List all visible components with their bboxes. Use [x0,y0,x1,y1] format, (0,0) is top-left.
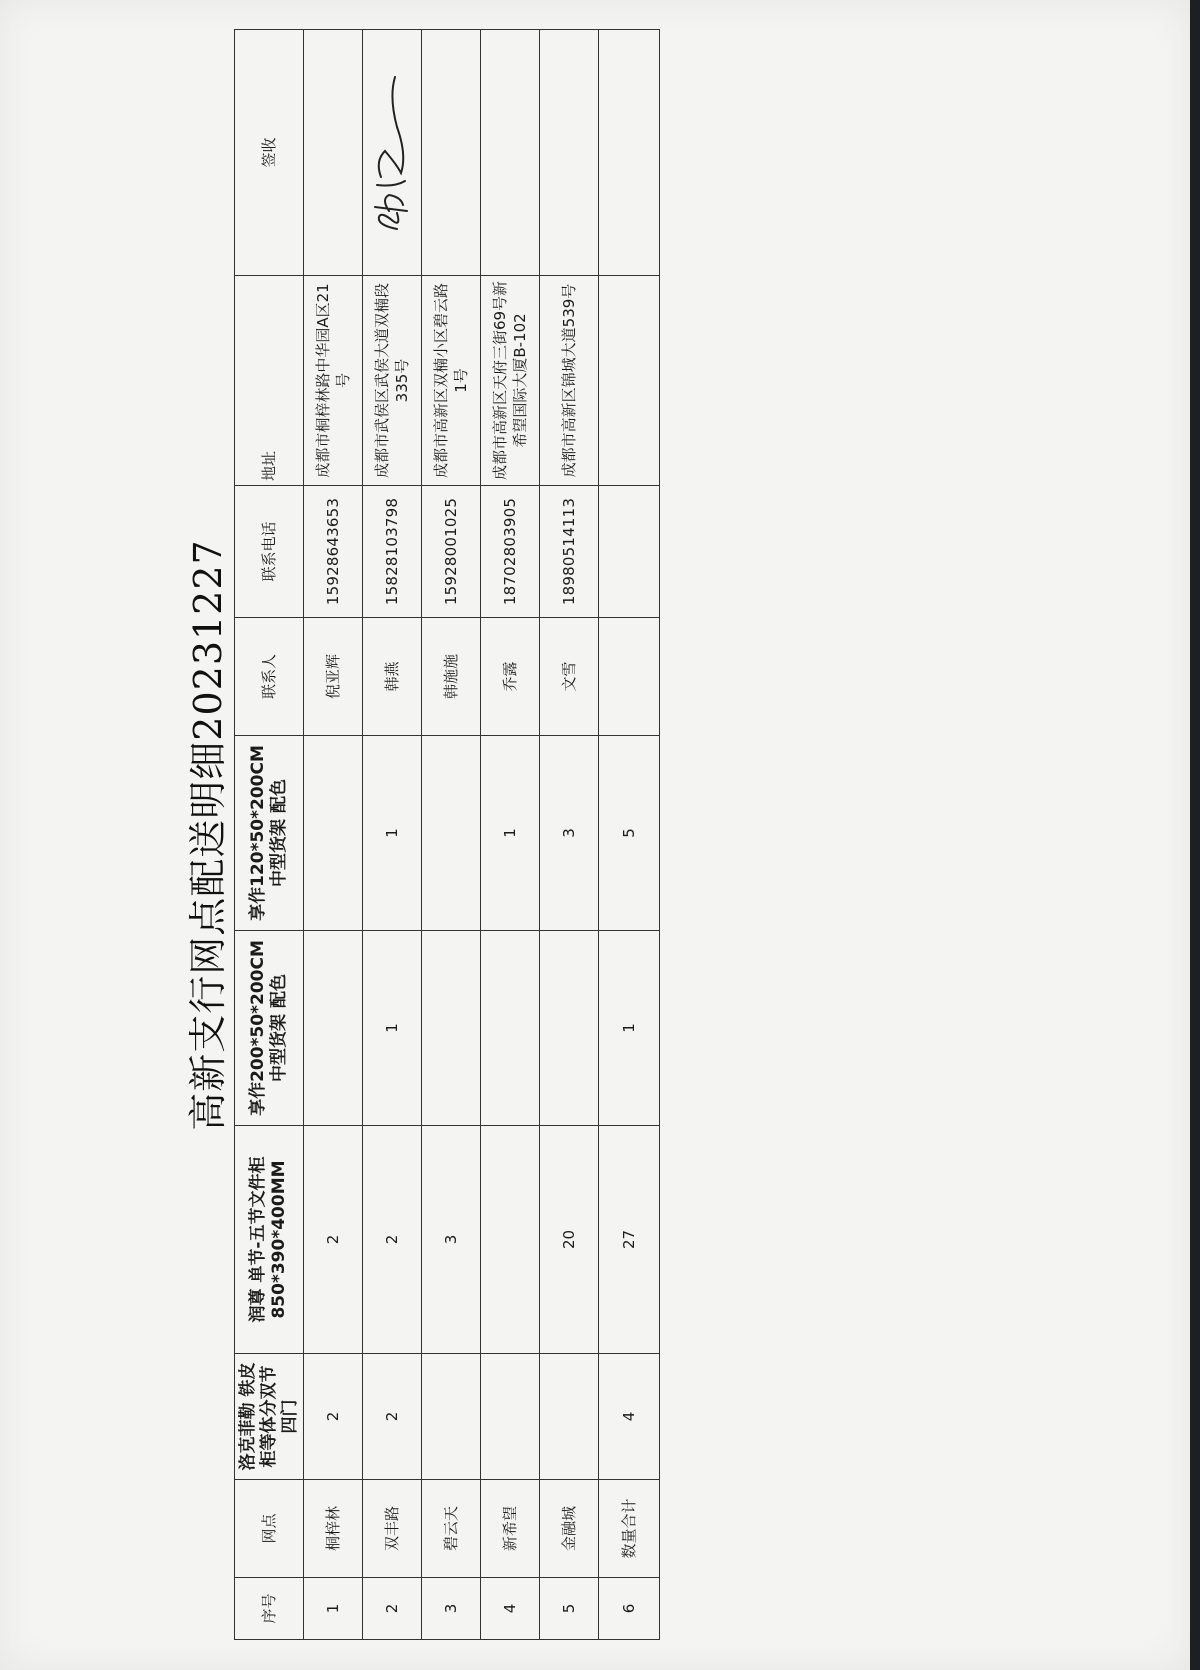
cell-sign [304,30,363,276]
cell-shelf-120: 5 [599,736,660,931]
rotated-document [180,30,650,1640]
cell-file-cabinet: 2 [363,1126,422,1354]
cell-sign [481,30,540,276]
cell-contact [599,618,660,736]
delivery-table [234,29,660,1640]
cell-shelf-200 [481,931,540,1126]
cell-shelf-120: 3 [540,736,599,931]
table-row [422,30,481,1640]
handwritten-signature [367,58,417,248]
total-row [599,30,660,1640]
header-shelf-120: 享作120*50*200CM 中型货架 配色 [235,736,304,931]
cell-phone: 15928001025 [422,486,481,618]
cell-branch: 碧云天 [422,1480,481,1578]
cell-cabinet [422,1354,481,1480]
cell-shelf-120: 1 [481,736,540,931]
cell-file-cabinet: 27 [599,1126,660,1354]
cell-branch: 新希望 [481,1480,540,1578]
cell-file-cabinet: 2 [304,1126,363,1354]
cell-address: 成都市武侯区武侯大道双楠段335号 [363,276,422,486]
cell-address: 成都市高新区天府三街69号新希望国际大厦B-102 [481,276,540,486]
header-file-cabinet: 润尊 单节-五节文件柜 850*390*400MM [235,1126,304,1354]
cell-sign [363,30,422,276]
header-address: 地址 [235,276,304,486]
cell-seq: 2 [363,1578,422,1640]
document-title: 高新支行网点配送明细20231227 [186,539,230,1131]
cell-branch: 金融城 [540,1480,599,1578]
cell-cabinet [481,1354,540,1480]
cell-contact: 倪亚辉 [304,618,363,736]
header-cabinet: 洛克菲勒 铁皮柜等体分双节四门 [235,1354,304,1480]
cell-contact: 乔露 [481,618,540,736]
cell-cabinet [540,1354,599,1480]
cell-contact: 韩燕 [363,618,422,736]
cell-phone: 18702803905 [481,486,540,618]
cell-file-cabinet: 20 [540,1126,599,1354]
cell-cabinet: 2 [304,1354,363,1480]
cell-shelf-200 [540,931,599,1126]
table-row [481,30,540,1640]
header-shelf-200: 享作200*50*200CM 中型货架 配色 [235,931,304,1126]
cell-file-cabinet: 3 [422,1126,481,1354]
cell-cabinet: 2 [363,1354,422,1480]
table-row [363,30,422,1640]
cell-address: 成都市桐梓林路中华园A区21号 [304,276,363,486]
cell-address: 成都市高新区双楠小区碧云路1号 [422,276,481,486]
cell-phone: 18980514113 [540,486,599,618]
cell-shelf-120 [422,736,481,931]
cell-sign [540,30,599,276]
header-branch: 网点 [235,1480,304,1578]
cell-seq: 1 [304,1578,363,1640]
cell-address [599,276,660,486]
cell-contact: 韩施施 [422,618,481,736]
table-row [540,30,599,1640]
cell-shelf-200: 1 [599,931,660,1126]
cell-branch: 桐梓林 [304,1480,363,1578]
cell-phone: 15828103798 [363,486,422,618]
cell-phone [599,486,660,618]
header-seq: 序号 [235,1578,304,1640]
cell-file-cabinet [481,1126,540,1354]
header-row [235,30,304,1640]
cell-seq: 5 [540,1578,599,1640]
cell-shelf-120 [304,736,363,931]
header-phone: 联系电话 [235,486,304,618]
cell-sign [599,30,660,276]
cell-shelf-200 [304,931,363,1126]
cell-contact: 文雪 [540,618,599,736]
header-contact: 联系人 [235,618,304,736]
cell-cabinet: 4 [599,1354,660,1480]
cell-branch: 数量合计 [599,1480,660,1578]
cell-seq: 6 [599,1578,660,1640]
cell-shelf-200 [422,931,481,1126]
cell-address: 成都市高新区锦城大道539号 [540,276,599,486]
cell-phone: 15928643653 [304,486,363,618]
cell-branch: 双丰路 [363,1480,422,1578]
cell-seq: 4 [481,1578,540,1640]
cell-seq: 3 [422,1578,481,1640]
table-row [304,30,363,1640]
cell-shelf-200: 1 [363,931,422,1126]
cell-sign [422,30,481,276]
header-sign: 签收 [235,30,304,276]
cell-shelf-120: 1 [363,736,422,931]
